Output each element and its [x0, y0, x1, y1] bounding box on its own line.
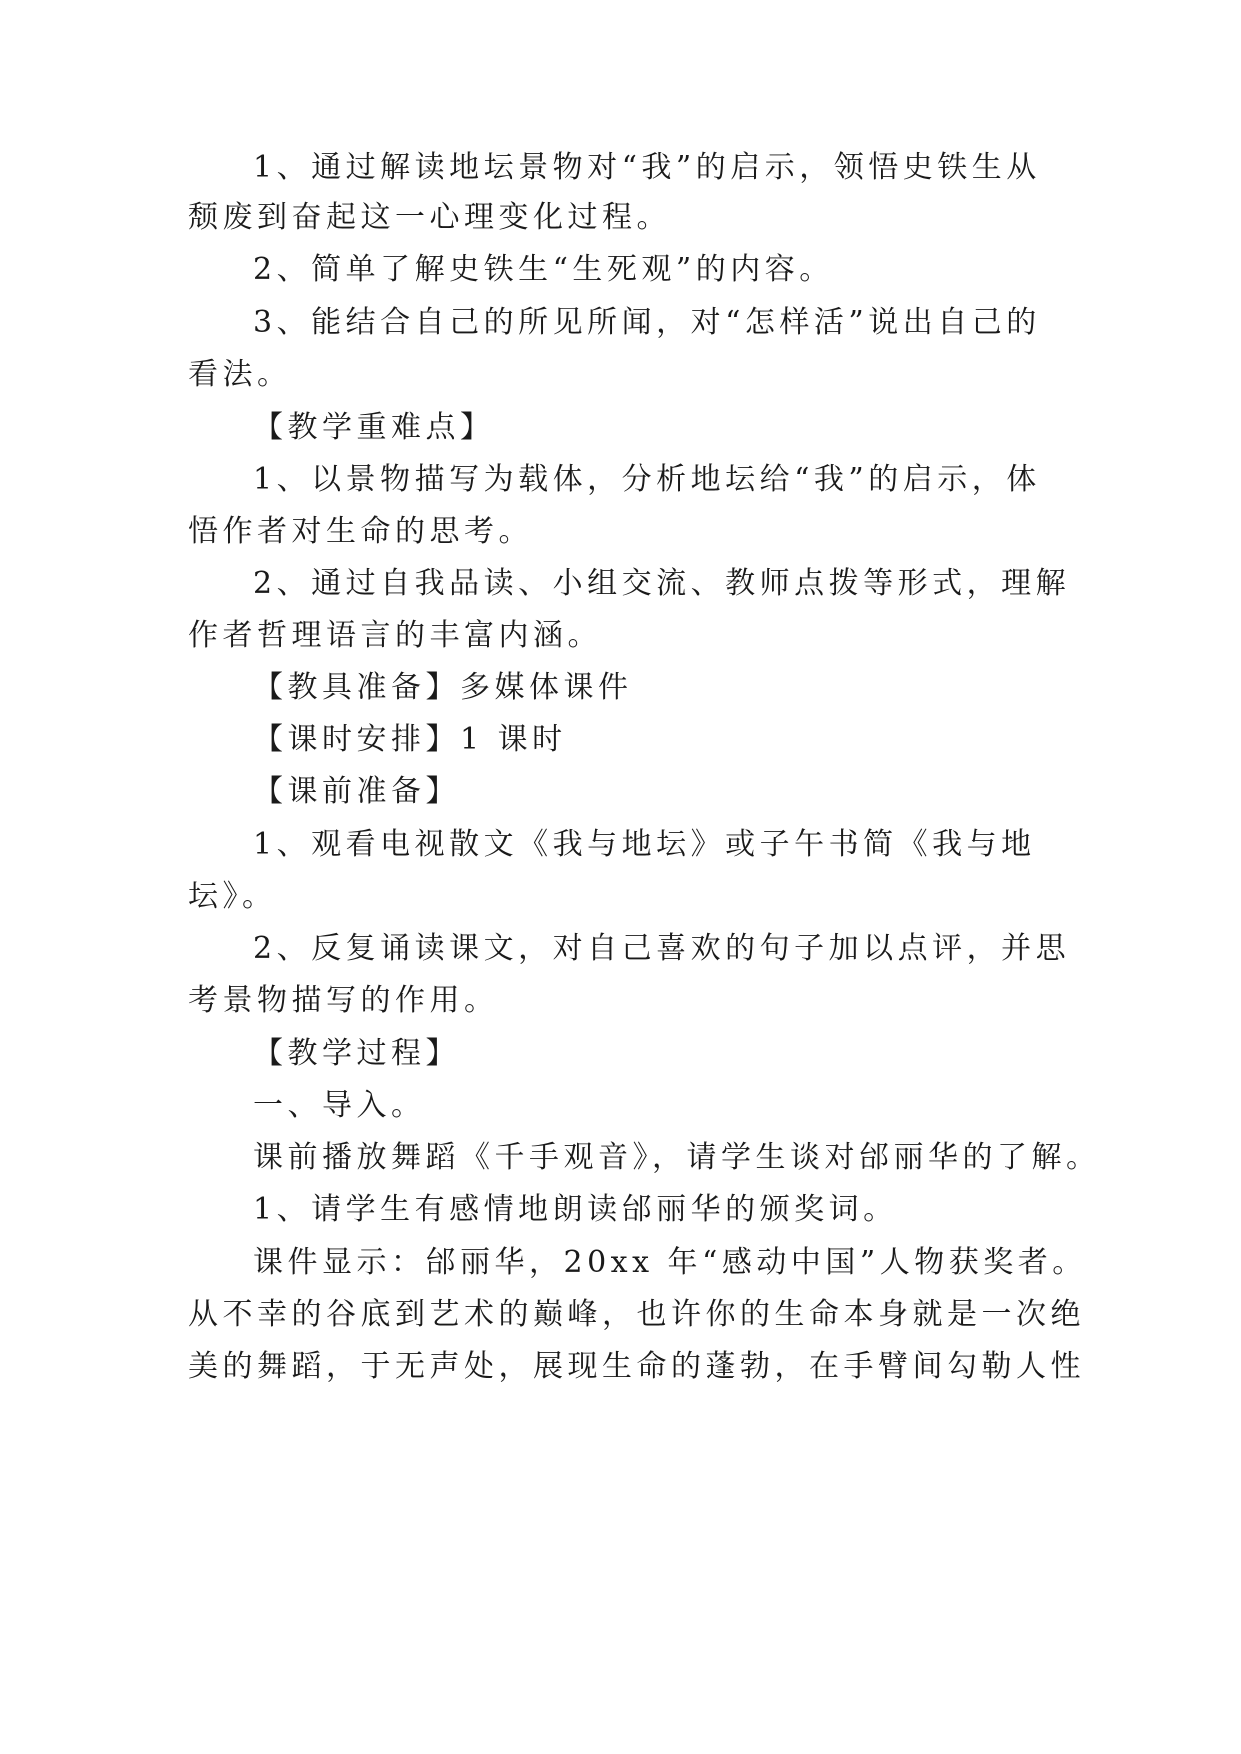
- objective-3-line-1: 3、能结合自己的所见所闻，对“怎样活”说出自己的: [253, 305, 1041, 340]
- preparation-2-line-2: 考景物描写的作用。: [188, 983, 499, 1018]
- preparation-1-line-2: 坛》。: [188, 879, 277, 914]
- objective-1-line-2: 颓废到奋起这一心理变化过程。: [188, 200, 671, 235]
- objective-1-line-1: 1、通过解读地坛景物对“我”的启示，领悟史铁生从: [253, 150, 1041, 185]
- key-point-1-line-1: 1、以景物描写为载体，分析地坛给“我”的启示，体: [253, 462, 1041, 497]
- preparation-2-line-1: 2、反复诵读课文，对自己喜欢的句子加以点评，并思: [253, 931, 1071, 966]
- process-step-intro: 一、导入。: [253, 1088, 426, 1123]
- section-heading-preparation: 【课前准备】: [253, 774, 460, 809]
- courseware-text-line-2: 从不幸的谷底到艺术的巅峰，也许你的生命本身就是一次绝: [188, 1297, 1085, 1332]
- objective-3-line-2: 看法。: [188, 357, 292, 392]
- key-point-2-line-2: 作者哲理语言的丰富内涵。: [188, 618, 602, 653]
- section-heading-key-points: 【教学重难点】: [253, 410, 495, 445]
- objective-2: 2、简单了解史铁生“生死观”的内容。: [253, 252, 834, 287]
- class-schedule: 【课时安排】1 课时: [253, 722, 567, 757]
- intro-step-1: 1、请学生有感情地朗读邰丽华的颁奖词。: [253, 1192, 898, 1227]
- courseware-text-line-3: 美的舞蹈，于无声处，展现生命的蓬勃，在手臂间勾勒人性: [188, 1349, 1085, 1384]
- teaching-aids: 【教具准备】多媒体课件: [253, 670, 633, 705]
- intro-paragraph: 课前播放舞蹈《千手观音》，请学生谈对邰丽华的了解。: [253, 1140, 1101, 1175]
- key-point-1-line-2: 悟作者对生命的思考。: [188, 514, 533, 549]
- courseware-text-line-1: 课件显示：邰丽华，20xx 年“感动中国”人物获奖者。: [253, 1245, 1087, 1280]
- section-heading-process: 【教学过程】: [253, 1036, 460, 1071]
- key-point-2-line-1: 2、通过自我品读、小组交流、教师点拨等形式，理解: [253, 566, 1071, 601]
- preparation-1-line-1: 1、观看电视散文《我与地坛》或子午书简《我与地: [253, 827, 1036, 862]
